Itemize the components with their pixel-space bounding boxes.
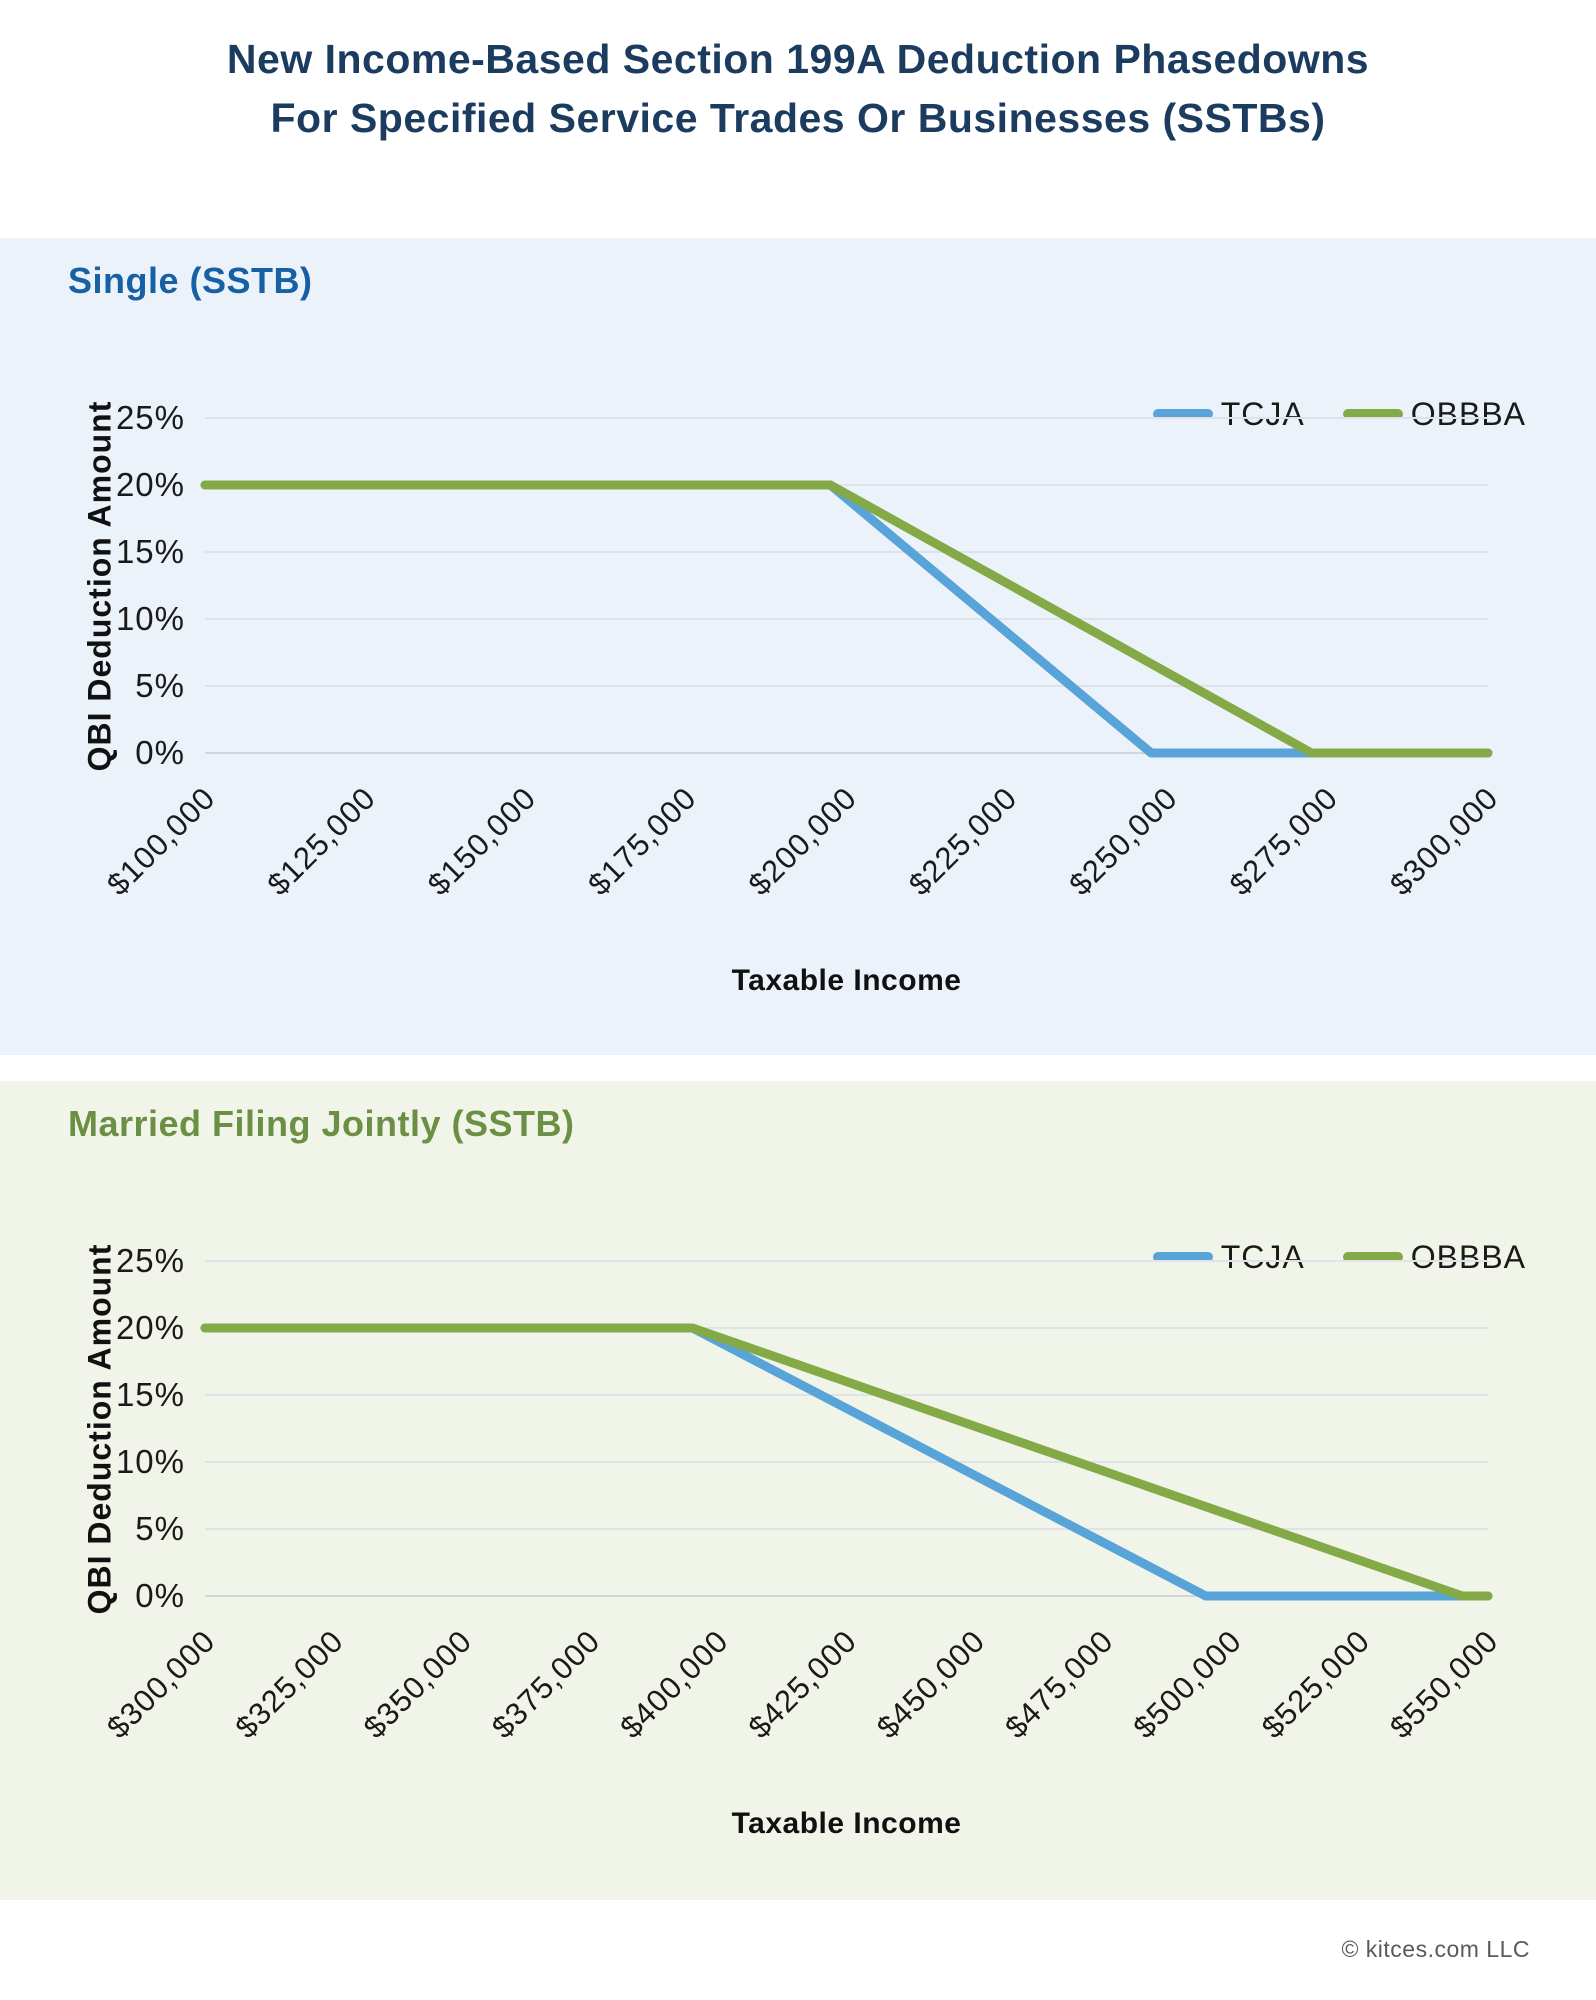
- legend-label-obbba: OBBBA: [1410, 395, 1526, 432]
- footer-copyright: © kitces.com LLC: [1341, 1936, 1530, 1962]
- y-tick-label: 0%: [135, 734, 185, 771]
- x-tick-label: $225,000: [901, 780, 1024, 903]
- legend-label-obbba: OBBBA: [1410, 1238, 1526, 1275]
- x-tick-label: $100,000: [100, 780, 222, 903]
- chart-single-plot: [0, 238, 1596, 1055]
- x-tick-label: $375,000: [485, 1623, 607, 1746]
- y-tick-label: 10%: [115, 1443, 185, 1480]
- x-axis-label: Taxable Income: [731, 964, 962, 997]
- x-tick-label: $350,000: [356, 1623, 479, 1746]
- x-tick-label: $250,000: [1062, 780, 1185, 903]
- x-tick-label: $475,000: [998, 1623, 1121, 1746]
- panel-single-title: Single (SSTB): [68, 260, 313, 301]
- x-tick-label: $450,000: [869, 1623, 992, 1746]
- y-tick-label: 10%: [115, 600, 185, 637]
- legend-label-tcja: TCJA: [1220, 395, 1305, 432]
- y-tick-label: 15%: [115, 1376, 185, 1413]
- x-tick-label: $525,000: [1254, 1623, 1377, 1746]
- page-title: [0, 30, 1596, 149]
- chart-mfj-plot: [0, 1081, 1596, 1898]
- x-tick-label: $400,000: [613, 1623, 736, 1746]
- x-tick-label: $500,000: [1126, 1623, 1249, 1746]
- y-tick-label: 25%: [115, 1242, 185, 1279]
- panel-mfj-title: Married Filing Jointly (SSTB): [68, 1103, 575, 1144]
- x-tick-label: $175,000: [581, 780, 704, 903]
- x-tick-label: $300,000: [1383, 780, 1505, 903]
- legend-label-tcja: TCJA: [1220, 1238, 1305, 1275]
- x-tick-label: $150,000: [420, 780, 543, 903]
- x-tick-label: $125,000: [260, 780, 383, 903]
- y-tick-label: 25%: [115, 399, 185, 436]
- y-tick-label: 15%: [115, 533, 185, 570]
- y-axis-label: QBI Deduction Amount: [81, 1243, 118, 1615]
- y-tick-label: 0%: [135, 1577, 185, 1614]
- x-tick-label: $275,000: [1222, 780, 1345, 903]
- x-tick-label: $200,000: [741, 780, 864, 903]
- panel-single: [0, 238, 1596, 1055]
- x-tick-label: $550,000: [1383, 1623, 1505, 1746]
- y-tick-label: 20%: [115, 1309, 185, 1346]
- x-tick-label: $425,000: [741, 1623, 864, 1746]
- page-title-line1: New Income-Based Section 199A Deduction Phasedowns: [226, 36, 1370, 82]
- x-tick-label: $325,000: [228, 1623, 351, 1746]
- y-tick-label: 20%: [115, 466, 185, 503]
- panel-mfj: [0, 1081, 1596, 1900]
- x-axis-label: Taxable Income: [731, 1807, 962, 1840]
- y-tick-label: 5%: [135, 667, 185, 704]
- y-axis-label: QBI Deduction Amount: [81, 400, 118, 772]
- y-tick-label: 5%: [135, 1510, 185, 1547]
- x-tick-label: $300,000: [100, 1623, 222, 1746]
- page-title-line2: For Specified Service Trades Or Businesses (SSTBs): [270, 95, 1326, 142]
